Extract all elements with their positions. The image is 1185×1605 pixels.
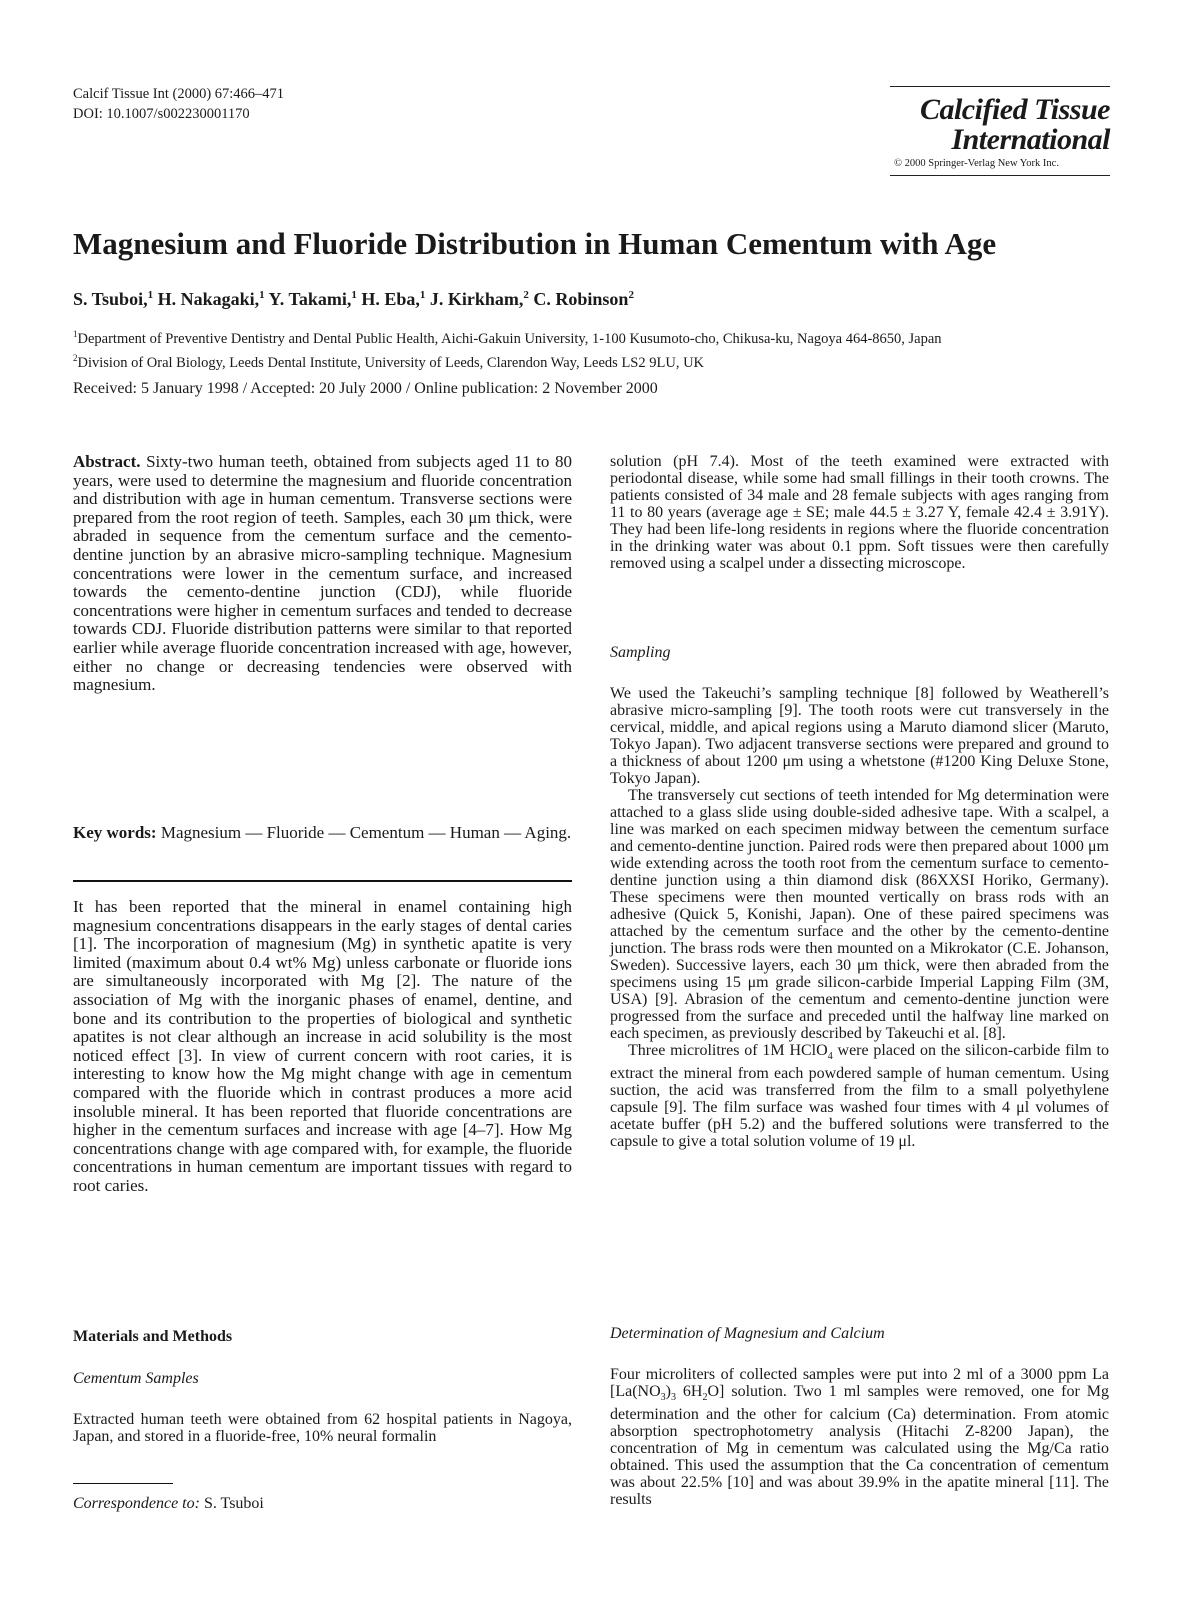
author: S. Tsuboi, [73, 289, 148, 309]
affiliations [73, 325, 942, 373]
subsection-heading-cementum: Cementum Samples [73, 1370, 199, 1387]
sampling-paragraph-3: Three microlitres of 1M HClO$_4$ were placed on the silicon-carbide film to extract the mineral from each powdered sample of human cementum. Using suction, the acid was transferred from the film to a small polyethylene capsule [9]. The film surface was washed four times with 4 μl volumes of acetate buffer (pH 5.2) and the buffered solutions were transferred to the capsule to give a total solution volume of 19 μl. [610, 1042, 1109, 1151]
author-affiliation-mark: 1 [259, 289, 265, 301]
cementum-paragraph-continued: solution (pH 7.4). Most of the teeth examined were extracted with periodontal disease, while some had small fillings in their tooth crowns. The patients consisted of 34 male and 28 female subjects with ages ranging from 11 to 80 years (average age ± SE; male 44.5 ± 3.27 Y, female 42.4 ± 3.91Y). They had been life-long residents in regions where the fluoride concentration in the drinking water was about 0.1 ppm. Soft tissues were then carefully removed using a scalpel under a dissecting microscope. [610, 453, 1109, 572]
author: H. Nakagaki, [157, 289, 260, 309]
sampling-section [610, 685, 1109, 1150]
footnote-divider [73, 1483, 173, 1484]
logo-line-2: International [951, 123, 1110, 156]
affiliation-2: $^2$Division of Oral Biology, Leeds Dental Institute, University of Leeds, Clarendon Way, Leeds LS2 9LU, UK [73, 352, 705, 371]
keywords [73, 824, 572, 843]
correspondence-label: Correspondence to: [73, 1495, 200, 1512]
author-affiliation-mark: 1 [147, 289, 154, 301]
determination-paragraph: Four microliters of collected samples were put into 2 ml of a 3000 ppm La [$La(NO_3)_3$ $6H_2O$] solution. Two 1 ml samples were removed, one for Mg determination and the other for calcium (Ca) determination. From atomic absorption spectrophotometry analysis (Hitachi Z-8200 Japan), the concentration of Mg in cementum was calculated using the Mg/Ca ratio obtained. This used the assumption that the Ca concentration of cementum was about 22.5% [10] and was about 39.9% in the apatite mineral [11]. The results [610, 1366, 1109, 1509]
correspondence [73, 1495, 264, 1513]
affiliation-1: $^1$Department of Preventive Dentistry and Dental Public Health, Aichi-Gakuin University, 1-100 Kusumoto-cho, Chikusa-ku, Nagoya 464-8650, Japan [73, 329, 942, 347]
author-affiliation-mark: 2 [523, 289, 529, 301]
journal-citation [73, 84, 284, 124]
author: J. Kirkham, [429, 289, 524, 309]
keywords-text: Magnesium — Fluoride — Cementum — Human — Aging. [156, 823, 572, 842]
abstract-divider [73, 880, 572, 882]
author: H. Eba, [361, 289, 420, 309]
author-affiliation-mark: 2 [628, 289, 634, 301]
correspondence-name: S. Tsuboi [199, 1495, 264, 1512]
author: C. Robinson [533, 289, 629, 309]
intro-paragraph: It has been reported that the mineral in enamel containing high magnesium concentrations disappears in the early stages of dental caries [1]. The incorporation of magnesium (Mg) in synthetic apatite is very limited (maximum about 0.4 wt% Mg) unless carbonate or fluoride ions are simultaneously incorporated with Mg [2]. The nature of the association of Mg with the inorganic phases of enamel, dentine, and bone and its contribution to the properties of biological and synthetic apatites is not clear although an increase in acid solubility is the most noticed effect [3]. In view of current concern with root caries, it is interesting to know how the Mg might change with age in cementum compared with the fluoride which in contrast produces a more acid insoluble mineral. It has been reported that fluoride concentrations are higher in the cementum surfaces and increase with age [4–7]. How Mg concentrations change with age compared with, for example, the fluoride concentrations in human cementum are important tissues with regard to root caries. [73, 897, 572, 1195]
subsection-heading-sampling: Sampling [610, 644, 671, 661]
abstract [73, 453, 572, 695]
copyright: © 2000 Springer-Verlag New York Inc. [894, 158, 1059, 169]
introduction [73, 898, 572, 1196]
abstract-label: Abstract. [73, 452, 141, 471]
section-heading-methods: Materials and Methods [73, 1328, 233, 1345]
subsection-heading-determination: Determination of Magnesium and Calcium [610, 1325, 885, 1342]
abstract-text: Sixty-two human teeth, obtained from subjects aged 11 to 80 years, were used to determine the magnesium and fluoride concentration and distribution with age in human cementum. Transverse sections were prepared from the root region of teeth. Samples, each 30 μm thick, were abraded in sequence from the cementum surface and the cemento-dentine junction by an abrasive micro-sampling technique. Magnesium concentrations were lower in the cementum surface, and increased towards the cemento-dentine junction (CDJ), while fluoride concentrations were higher in cementum surfaces and tended to decrease towards CDJ. Fluoride distribution patterns were similar to that reported earlier while average fluoride concentration increased with age, however, either no change or decreasing tendencies were observed with magnesium. [73, 452, 572, 695]
journal-logo [890, 86, 1110, 176]
logo-line-1: Calcified Tissue [919, 93, 1110, 126]
author-list [73, 289, 634, 310]
author-affiliation-mark: 1 [351, 289, 357, 301]
journal-ref: Calcif Tissue Int (2000) 67:466–471 [73, 86, 285, 102]
sampling-paragraph-1: We used the Takeuchi’s sampling technique [8] followed by Weatherell’s abrasive micro-sampling [9]. The tooth roots were cut transversely in the cervical, middle, and apical regions using a Maruto diamond slicer (Maruto, Tokyo Japan). Two adjacent transverse sections were prepared and ground to a thickness of about 1200 μm using a whetstone (#1200 King Deluxe Stone, Tokyo Japan). [610, 685, 1109, 787]
sampling-paragraph-2: The transversely cut sections of teeth intended for Mg determination were attached to a glass slide using double-sided adhesive tape. With a scalpel, a line was marked on each specimen midway between the cementum surface and cemento-dentine junction. Paired rods were then prepared about 1000 μm wide extending across the tooth root from the cementum surface to cemento-dentine junction using a thin diamond disk (86XXSI Horiko, Germany). These specimens were then mounted vertically on brass rods with an adhesive (Quick 5, Konishi, Japan). One of these paired specimens was attached by the cementum surface and the other by the cemento-dentine junction. The brass rods were then mounted on a Mikrokator (C.E. Johanson, Sweden). Successive layers, each 30 μm thick, were then abraded from the specimens using 15 μm grade silicon-carbide Imperial Lapping Film (3M, USA) [9]. Abrasion of the cementum and cemento-dentine junction were progressed from the surface and preceded until the halfway line marked on each specimen, as previously described by Takeuchi et al. [8]. [610, 787, 1109, 1042]
author-affiliation-mark: 1 [419, 289, 426, 301]
doi: DOI: 10.1007/s002230001170 [73, 106, 250, 122]
keywords-label: Key words: [73, 823, 157, 842]
received-dates: Received: 5 January 1998 / Accepted: 20 July 2000 / Online publication: 2 November 2000 [73, 380, 658, 397]
author: Y. Takami, [268, 289, 352, 309]
page-title: Magnesium and Fluoride Distribution in Human Cementum with Age [73, 226, 997, 261]
cementum-paragraph: Extracted human teeth were obtained from 62 hospital patients in Nagoya, Japan, and stored in a fluoride-free, 10% neural formalin [73, 1411, 572, 1445]
